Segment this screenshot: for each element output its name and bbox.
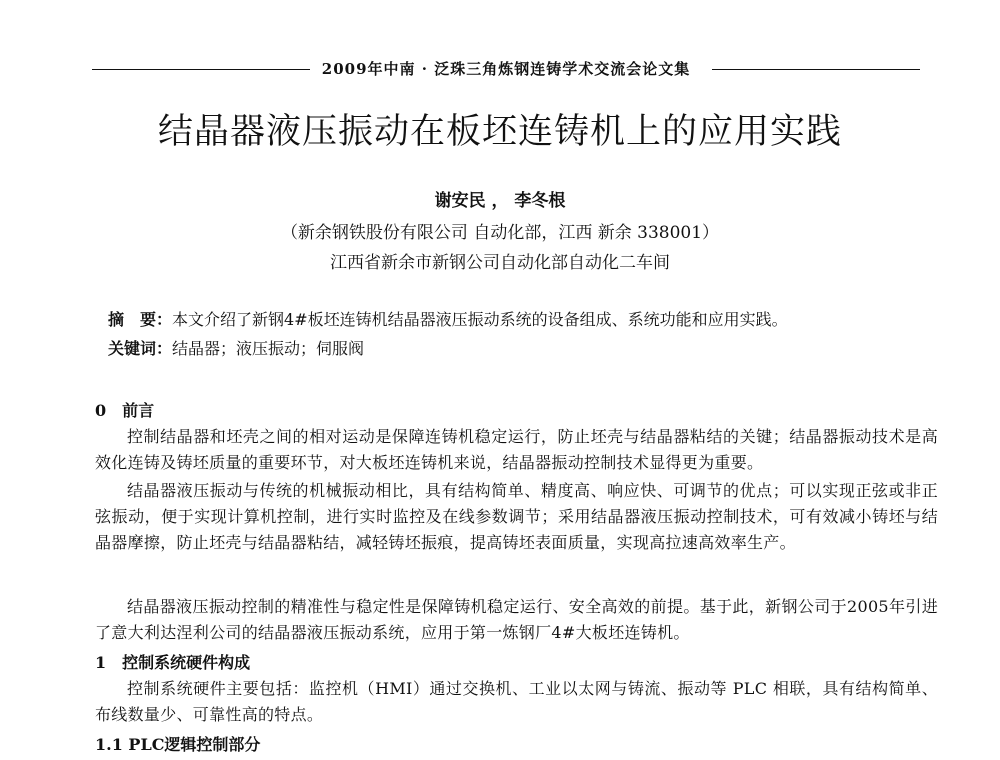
affiliation-line-2: 江西省新余市新钢公司自动化部自动化二车间: [330, 253, 670, 273]
header-rule-right: [712, 69, 920, 70]
keywords: [108, 336, 938, 362]
abstract: [108, 307, 938, 333]
paragraph: 控制系统硬件主要包括：监控机（HMI）通过交换机、工业以太网与铸流、振动等 PLC 相联，具有结构简单、布线数量少、可靠性高的特点。: [95, 679, 938, 724]
paragraph: 结晶器液压振动控制的精准性与稳定性是保障铸机稳定运行、安全高效的前提。基于此，新钢公司于2005年引进了意大利达涅利公司的结晶器液压振动系统，应用于第一炼钢厂4#大板坯连铸机。: [95, 597, 938, 642]
keywords-label: 关键词：: [108, 339, 173, 358]
paragraph: 结晶器液压振动与传统的机械振动相比，具有结构简单、精度高、响应快、可调节的优点；可以实现正弦或非正弦振动，便于实现计算机控制，进行实时监控及在线参数调节；采用结晶器液压振动控制技术，可有效减小铸坯与结晶器摩擦，防止坯壳与结晶器粘结，减轻铸坯振痕，提高铸坯表面质量，实现高拉速高效率生产。: [95, 481, 938, 552]
section-heading-introduction: 0 前言: [95, 401, 155, 420]
abstract-text: 本文介绍了新钢4#板坯连铸机结晶器液压振动系统的设备组成、系统功能和应用实践。: [172, 310, 788, 329]
subsection-heading-plc: 1.1 PLC逻辑控制部分: [95, 735, 261, 754]
paper-title: 结晶器液压振动在板坯连铸机上的应用实践: [157, 112, 842, 152]
keywords-text: 结晶器；液压振动；伺服阀: [172, 339, 365, 358]
header-text: 2009年中南 · 泛珠三角炼钢连铸学术交流会论文集: [321, 60, 691, 78]
paragraph: 控制结晶器和坯壳之间的相对运动是保障连铸机稳定运行，防止坯壳与结晶器粘结的关键；结晶器振动技术是高效化连铸及铸坯质量的重要环节，对大板坯连铸机来说，结晶器振动控制技术显得更为重要。: [95, 427, 938, 472]
abstract-label: 摘 要：: [108, 310, 173, 329]
affiliation-line-1: （新余钢铁股份有限公司 自动化部，江西 新余 338001）: [280, 223, 720, 243]
running-header: [92, 58, 920, 80]
section-heading-hardware: 1 控制系统硬件构成: [95, 653, 251, 672]
authors: 谢安民 ， 李冬根: [434, 191, 566, 211]
